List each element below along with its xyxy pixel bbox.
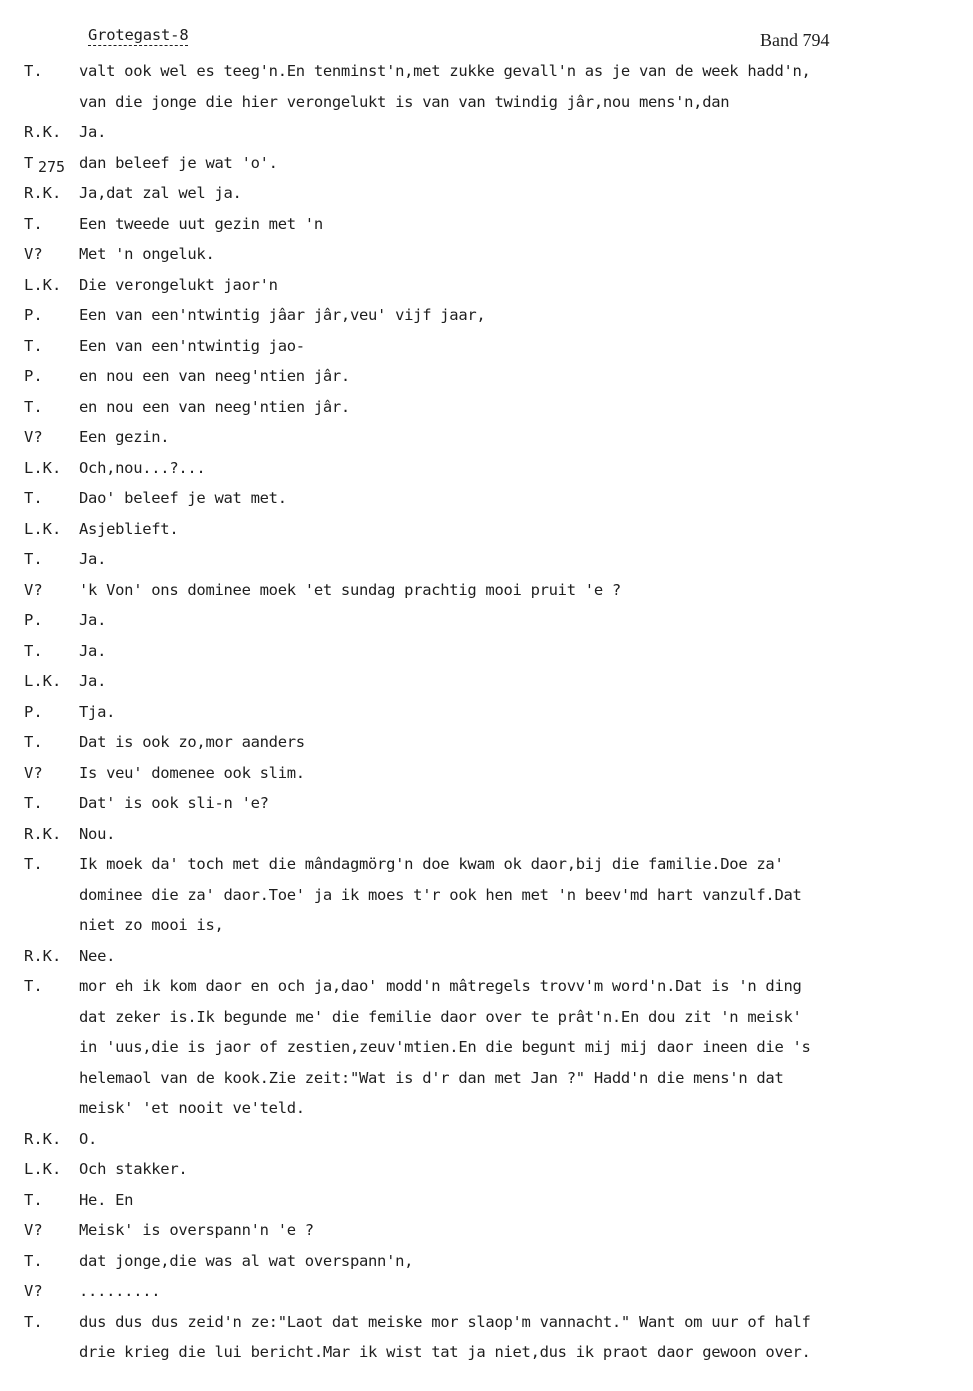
utterance [79, 392, 954, 423]
utterance [79, 758, 954, 789]
transcript-turn [24, 270, 954, 301]
utterance-line: Een van een'ntwintig jao- [79, 336, 305, 355]
utterance-line: Asjeblieft. [79, 519, 179, 538]
speaker-label-text: T. [24, 550, 43, 568]
speaker-label [24, 239, 79, 270]
utterance [79, 1276, 954, 1307]
transcript-turn [24, 178, 954, 209]
utterance-line: Dao' beleef je wat met. [79, 489, 287, 507]
speaker-label [24, 453, 79, 484]
document-title-text: Grotegast-8 [88, 26, 189, 44]
utterance [79, 117, 954, 148]
speaker-label-text: R.K. [24, 946, 62, 965]
utterance-line: niet zo mooi is, [79, 916, 224, 934]
utterance [79, 453, 954, 484]
utterance-line: en nou een van neeg'ntien jâr. [79, 397, 350, 416]
speaker-label-text: R.K. [24, 824, 62, 843]
speaker-label [24, 605, 79, 636]
speaker-label [24, 56, 79, 87]
utterance-line: Meisk' is overspann'n 'e ? [79, 1221, 314, 1239]
transcript-turn [24, 1276, 954, 1307]
utterance [79, 666, 954, 697]
transcript-turn [24, 941, 954, 972]
transcript-turn [24, 849, 954, 941]
speaker-label-text: T. [24, 794, 43, 812]
speaker-label [24, 636, 79, 667]
utterance-line: mor eh ik kom daor en och ja,dao' modd'n mâtregels trovv'm word'n.Dat is 'n ding [79, 977, 802, 995]
utterance-line: Een tweede uut gezin met 'n [79, 214, 323, 233]
speaker-label [24, 941, 79, 972]
speaker-label [24, 148, 79, 179]
speaker-label-text: V? [24, 763, 43, 782]
utterance-line: Ja. [79, 641, 107, 660]
speaker-label [24, 514, 79, 545]
utterance-line: Met 'n ongeluk. [79, 245, 215, 263]
transcript-turn [24, 331, 954, 362]
transcript-turn [24, 392, 954, 423]
speaker-label-text: T. [24, 214, 43, 233]
utterance-line: drie krieg die lui bericht.Mar ik wist tat ja niet,dus ik praot daor gewoon over. [79, 1343, 811, 1361]
speaker-label-text: P. [24, 367, 43, 385]
utterance-line: Ja,dat zal wel ja. [79, 184, 242, 202]
utterance [79, 849, 954, 941]
speaker-label-text: P. [24, 702, 43, 721]
speaker-label-text: V? [24, 428, 43, 446]
utterance-line: Ja. [79, 672, 107, 690]
transcript-turn [24, 788, 954, 819]
speaker-label [24, 209, 79, 240]
transcript-turn [24, 56, 954, 117]
speaker-label-text: T. [24, 336, 43, 355]
utterance [79, 819, 954, 850]
speaker-label [24, 971, 79, 1002]
utterance [79, 1124, 954, 1155]
speaker-label [24, 819, 79, 850]
margin-note: 275 [38, 157, 66, 176]
document-title [88, 26, 188, 44]
utterance-line: Nou. [79, 824, 116, 843]
utterance-line: Een van een'ntwintig jâar jâr,veu' vijf jaar, [79, 306, 486, 324]
utterance [79, 300, 954, 331]
utterance-line: He. En [79, 1190, 134, 1209]
utterance [79, 270, 954, 301]
speaker-label-text: V? [24, 1221, 43, 1239]
speaker-label-text: L.K. [24, 519, 62, 538]
transcript-turn [24, 209, 954, 240]
speaker-label [24, 300, 79, 331]
speaker-label-text: P. [24, 306, 43, 324]
utterance-line: valt ook wel es teeg'n.En tenminst'n,met zukke gevall'n as je van de week hadd'n, [79, 62, 811, 80]
utterance [79, 544, 954, 575]
speaker-label [24, 697, 79, 728]
speaker-label-text: L.K. [24, 672, 62, 690]
utterance-line: Dat' is ook sli-n 'e? [79, 794, 269, 812]
utterance [79, 361, 954, 392]
utterance-line: in 'uus,die is jaor of zestien,zeuv'mtien.En die begunt mij mij daor ineen die 's [79, 1038, 811, 1056]
utterance-line: Een gezin. [79, 428, 170, 446]
utterance [79, 178, 954, 209]
speaker-label-text: T. [24, 855, 43, 873]
utterance [79, 331, 954, 362]
transcript-turn [24, 300, 954, 331]
speaker-label-text: T. [24, 1312, 43, 1331]
speaker-label [24, 1215, 79, 1246]
utterance-line: Tja. [79, 702, 116, 721]
transcript-turn [24, 819, 954, 850]
utterance [79, 575, 954, 606]
speaker-label [24, 270, 79, 301]
transcript-turn [24, 727, 954, 758]
utterance-line: helemaol van de kook.Zie zeit:"Wat is d'r dan met Jan ?" Hadd'n die mens'n dat [79, 1068, 784, 1087]
speaker-label-text: T [24, 153, 34, 172]
transcript-turn [24, 758, 954, 789]
speaker-label [24, 1276, 79, 1307]
speaker-label [24, 544, 79, 575]
transcript-turn [24, 575, 954, 606]
utterance [79, 1185, 954, 1216]
speaker-label-text: L.K. [24, 1160, 62, 1178]
transcript-turn [24, 361, 954, 392]
utterance-line: Ja. [79, 611, 107, 629]
speaker-label-text: T. [24, 62, 43, 80]
transcript-turn [24, 239, 954, 270]
utterance-line: dan beleef je wat 'o'. [79, 153, 278, 172]
speaker-label [24, 1154, 79, 1185]
speaker-label-text: T. [24, 977, 43, 995]
speaker-label [24, 422, 79, 453]
utterance [79, 605, 954, 636]
transcript-turn [24, 636, 954, 667]
transcript-turn [24, 1215, 954, 1246]
utterance-line: 'k Von' ons dominee moek 'et sundag prachtig mooi pruit 'e ? [79, 580, 621, 599]
utterance-line: Ja. [79, 550, 107, 568]
transcript-turn [24, 544, 954, 575]
speaker-label-text: T. [24, 641, 43, 660]
speaker-label [24, 788, 79, 819]
speaker-label [24, 1246, 79, 1277]
utterance-line: Is veu' domenee ook slim. [79, 763, 305, 782]
utterance [79, 148, 954, 179]
transcript-turn [24, 1307, 954, 1368]
utterance [79, 422, 954, 453]
utterance-line: dat jonge,die was al wat overspann'n, [79, 1251, 414, 1270]
utterance [79, 941, 954, 972]
utterance-line: dominee die za' daor.Toe' ja ik moes t'r ook hen met 'n beev'md hart vanzulf.Dat [79, 885, 802, 904]
utterance [79, 1154, 954, 1185]
utterance [79, 971, 954, 1124]
speaker-label-text: P. [24, 611, 43, 629]
utterance-line: Och,nou...?... [79, 458, 206, 477]
utterance-line: van die jonge die hier verongelukt is van van twindig jâr,nou mens'n,dan [79, 92, 730, 111]
utterance [79, 209, 954, 240]
utterance-line: dus dus dus zeid'n ze:"Laot dat meiske mor slaop'm vannacht." Want om uur of half [79, 1312, 811, 1331]
utterance [79, 1215, 954, 1246]
speaker-label-text: R.K. [24, 184, 62, 202]
utterance-line: en nou een van neeg'ntien jâr. [79, 367, 350, 385]
utterance-line: ......... [79, 1282, 161, 1300]
utterance [79, 56, 954, 117]
utterance [79, 239, 954, 270]
utterance [79, 788, 954, 819]
utterance-line: Dat is ook zo,mor aanders [79, 733, 305, 751]
transcript-body [24, 56, 954, 1368]
speaker-label [24, 117, 79, 148]
utterance [79, 1307, 954, 1368]
utterance [79, 483, 954, 514]
speaker-label-text: T. [24, 733, 43, 751]
speaker-label [24, 1307, 79, 1338]
utterance-line: meisk' 'et nooit ve'teld. [79, 1099, 305, 1117]
speaker-label-text: V? [24, 245, 43, 263]
transcript-turn [24, 666, 954, 697]
utterance-line: Ik moek da' toch met die mândagmörg'n doe kwam ok daor,bij die familie.Doe za' [79, 855, 784, 873]
utterance [79, 1246, 954, 1277]
transcript-turn [24, 453, 954, 484]
utterance-line: Och stakker. [79, 1160, 188, 1178]
utterance [79, 727, 954, 758]
transcript-turn [24, 697, 954, 728]
transcript-turn [24, 971, 954, 1124]
utterance [79, 636, 954, 667]
speaker-label-text: L.K. [24, 458, 62, 477]
transcript-turn [24, 483, 954, 514]
utterance-line: dat zeker is.Ik begunde me' die femilie daor over te prât'n.En dou zit 'n meisk' [79, 1007, 802, 1026]
transcript-turn [24, 1124, 954, 1155]
transcript-turn [24, 117, 954, 148]
speaker-label-text: L.K. [24, 275, 62, 294]
speaker-label-text: R.K. [24, 123, 62, 141]
speaker-label-text: V? [24, 580, 43, 599]
speaker-label [24, 727, 79, 758]
speaker-label [24, 575, 79, 606]
transcript-turn [24, 605, 954, 636]
transcript-turn [24, 1154, 954, 1185]
utterance [79, 514, 954, 545]
utterance-line: O. [79, 1129, 98, 1148]
speaker-label-text: T. [24, 1251, 43, 1270]
utterance-line: Nee. [79, 946, 116, 965]
speaker-label [24, 331, 79, 362]
utterance-line: Ja. [79, 123, 107, 141]
speaker-label-text: V? [24, 1282, 43, 1300]
transcript-turn [24, 148, 954, 179]
speaker-label [24, 361, 79, 392]
speaker-label-text: T. [24, 397, 43, 416]
transcript-turn [24, 422, 954, 453]
speaker-label [24, 178, 79, 209]
speaker-label-text: T. [24, 1190, 43, 1209]
speaker-label [24, 1124, 79, 1155]
utterance-line: Die verongelukt jaor'n [79, 275, 278, 294]
speaker-label [24, 1185, 79, 1216]
speaker-label [24, 483, 79, 514]
speaker-label [24, 666, 79, 697]
transcript-turn [24, 514, 954, 545]
speaker-label [24, 758, 79, 789]
speaker-label-text: R.K. [24, 1129, 62, 1148]
speaker-label [24, 849, 79, 880]
speaker-label [24, 392, 79, 423]
transcript-turn [24, 1185, 954, 1216]
speaker-label-text: T. [24, 489, 43, 507]
transcript-turn [24, 1246, 954, 1277]
band-number: Band 794 [760, 30, 830, 50]
utterance [79, 697, 954, 728]
